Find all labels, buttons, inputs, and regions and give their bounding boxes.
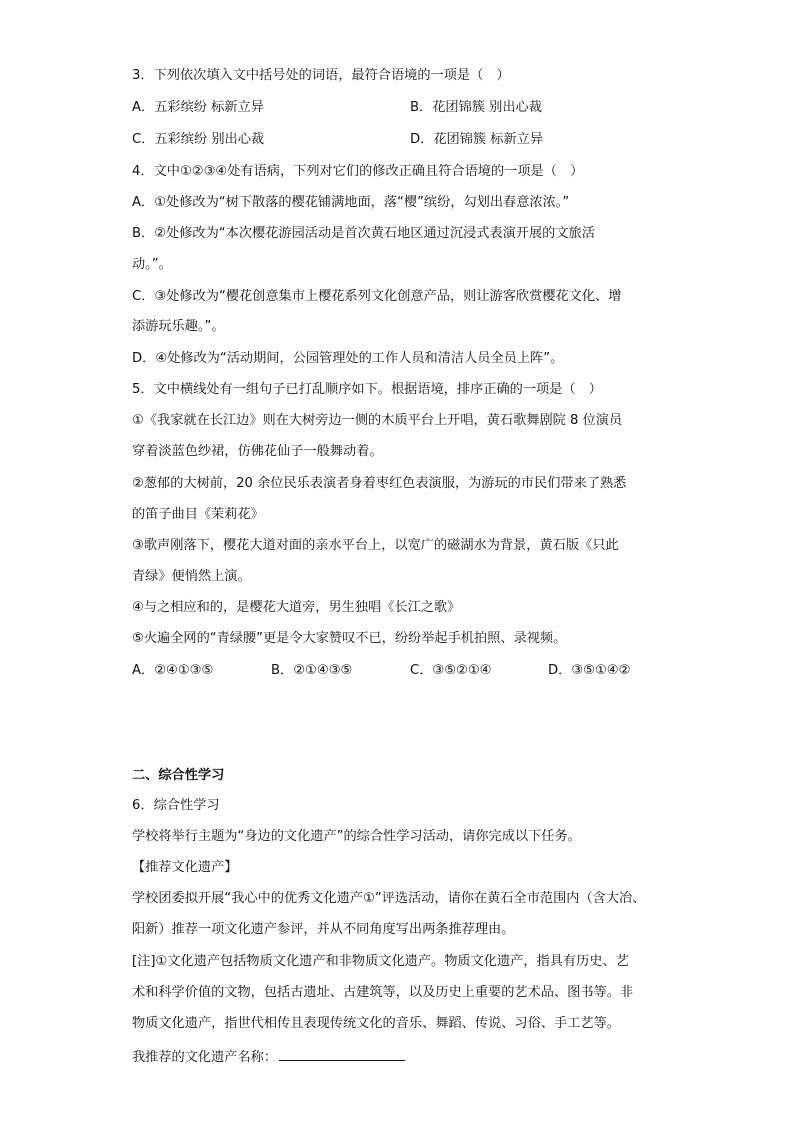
q6-task-line2: 阳新）推荐一项文化遗产参评，并从不同角度写出两条推荐理由。 [132,922,515,937]
q4-option-d: D．④处修改为“活动期间，公园管理处的工作人员和清洁人员全员上阵”。 [132,351,564,366]
q6-sub-heading: 【推荐文化遗产】 [132,860,238,875]
q5-sentence-2-line1: ②葱郁的大树前，20 余位民乐表演者身着枣红色表演服，为游玩的市民们带来了熟悉 [132,476,627,491]
q5-option-a: A．②④①③⑤ [132,663,214,678]
q5-sentence-1-line1: ①《我家就在长江边》则在大树旁边一侧的木质平台上开唱，黄石歌舞剧院 8 位演员 [132,413,623,428]
q6-answer-label: 我推荐的文化遗产名称： [132,1050,278,1065]
q6-answer-row [132,1046,405,1067]
section-heading: 二、综合性学习 [132,768,225,783]
q4-option-c-line1: C．③处修改为“樱花创意集市上樱花系列文化创意产品，则让游客欣赏樱花文化、增 [132,289,622,304]
q5-option-c: C．③⑤②①④ [410,663,492,678]
q3-option-d: D．花团锦簇 标新立异 [410,132,544,147]
q4-option-b-line2: 动。”。 [132,257,172,272]
q6-intro: 学校将举行主题为“身边的文化遗产”的综合性学习活动，请你完成以下任务。 [132,829,581,844]
q5-sentence-5: ⑤火遍全网的“青绿腰”更是令大家赞叹不已，纷纷举起手机拍照、录视频。 [132,631,567,646]
q5-option-d: D．③⑤①④② [548,663,631,678]
q5-sentence-2-line2: 的笛子曲目《茉莉花》 [132,507,264,522]
q6-answer-blank[interactable] [279,1046,405,1061]
q3-stem: 3．下列依次填入文中括号处的词语，最符合语境的一项是（ ） [132,68,510,83]
q5-sentence-4: ④与之相应和的，是樱花大道旁，男生独唱《长江之歌》 [132,600,461,615]
q5-option-b: B．②①④③⑤ [271,663,353,678]
q3-option-c: C．五彩缤纷 别出心裁 [132,132,265,147]
q6-note-line3: 物质文化遗产，指世代相传且表现传统文化的音乐、舞蹈、传说、习俗、手工艺等。 [132,1016,620,1031]
q4-option-b-line1: B．②处修改为“本次樱花游园活动是首次黄石地区通过沉浸式表演开展的文旅活 [132,226,595,241]
q3-option-a: A．五彩缤纷 标新立异 [132,100,264,115]
q4-stem: 4．文中①②③④处有语病，下列对它们的修改正确且符合语境的一项是（ ） [132,164,584,179]
q4-option-a: A．①处修改为“树下散落的樱花铺满地面，落“樱”缤纷，勾划出春意浓浓。” [132,195,570,210]
q6-task-line1: 学校团委拟开展“我心中的优秀文化遗产①”评选活动，请你在黄石全市范围内（含大冶、 [132,891,646,906]
q4-option-c-line2: 添游玩乐趣。”。 [132,319,225,334]
q5-sentence-1-line2: 穿着淡蓝色纱裙，仿佛花仙子一般舞动着。 [132,444,383,459]
q6-note-line2: 术和科学价值的文物，包括古遗址、古建筑等，以及历史上重要的艺术品、图书等。非 [132,985,634,1000]
q6-note-line1: [注]①文化遗产包括物质文化遗产和非物质文化遗产。物质文化遗产，指具有历史、艺 [132,954,629,969]
q5-sentence-3-line1: ③歌声刚落下，樱花大道对面的亲水平台上，以宽广的磁湖水为背景，黄石版《只此 [132,538,619,553]
q6-title: 6．综合性学习 [132,798,220,813]
q3-option-b: B．花团锦簇 别出心裁 [410,100,542,115]
q5-sentence-3-line2: 青绿》便悄然上演。 [132,569,251,584]
q5-stem: 5．文中横线处有一组句子已打乱顺序如下。根据语境，排序正确的一项是（ ） [132,382,602,397]
